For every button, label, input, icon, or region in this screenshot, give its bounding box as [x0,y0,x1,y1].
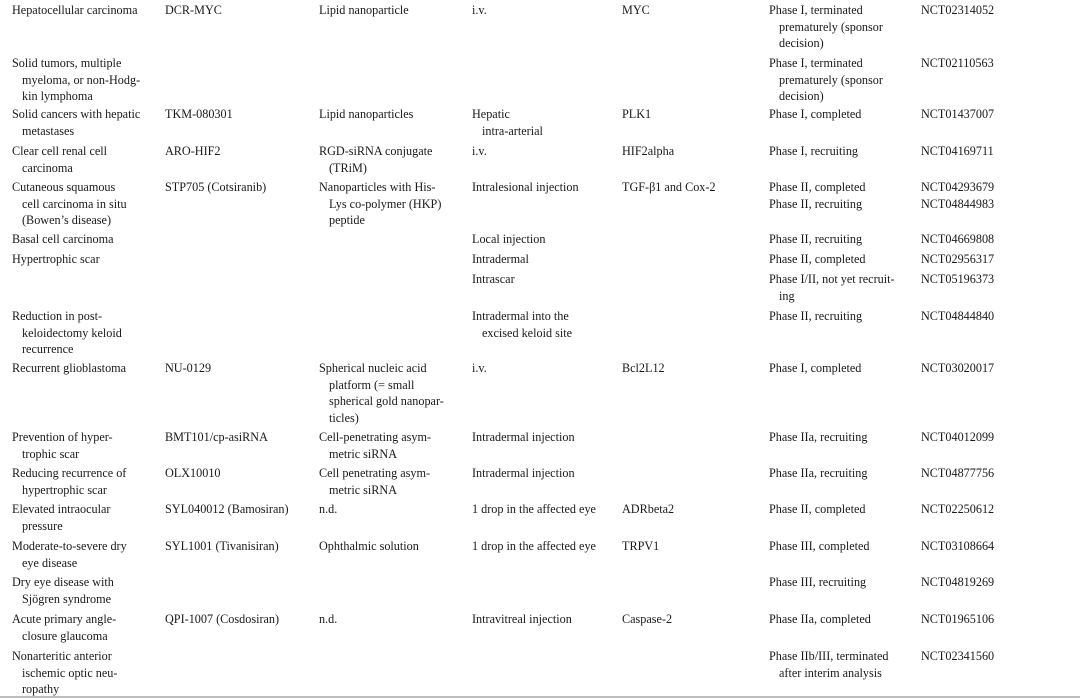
status-cell [769,648,888,681]
cell-line: peptide [329,213,365,227]
delivery-cell [319,429,431,462]
cell-line: eye disease [22,555,78,570]
cell-line: Hepatic [472,107,510,121]
status-cell [769,251,865,268]
route-cell [472,143,487,160]
cell-line: decision) [779,89,824,103]
route-cell [472,465,575,482]
route-cell [472,429,575,446]
route-cell [472,251,529,268]
cell-line: pressure [22,518,63,533]
cell-line: TRPV1 [622,539,660,553]
cell-line: Phase IIa, recruiting [769,466,868,480]
cell-line: TGF-β1 and Cox-2 [622,180,716,194]
status-cell [769,360,861,377]
disease-cell [12,501,110,534]
cell-line: Phase III, recruiting [769,575,867,589]
cell-line: (TRiM) [329,160,367,175]
cell-line: Lipid nanoparticle [319,3,409,17]
cell-line: 1 drop in the affected eye [472,502,596,516]
drug-cell [165,106,233,123]
cell-line: Ophthalmic solution [319,539,419,553]
cell-line: Moderate-to-severe dry [12,539,127,553]
cell-line: Clear cell renal cell [12,144,108,158]
disease-cell [12,251,100,268]
route-cell [472,611,572,628]
cell-line: OLX10010 [165,466,221,480]
route-cell [472,231,545,248]
cell-line: Basal cell carcinoma [12,232,114,246]
cell-line: NCT02110563 [921,56,994,70]
drug-cell [165,143,221,160]
cell-line: Local injection [472,232,546,246]
cell-line: Nonarteritic anterior [12,649,112,663]
cell-line: NCT04844983 [921,196,995,211]
cell-line: Phase I, completed [769,361,862,375]
cell-line: Intradermal injection [472,466,575,480]
cell-line: prematurely (sponsor [779,72,883,87]
delivery-cell [319,143,432,176]
cell-line: Dry eye disease with [12,575,114,589]
delivery-cell [319,465,430,498]
nct-cell [921,271,994,288]
cell-line: Intrascar [472,272,515,286]
cell-line: spherical gold nanopar- [329,394,444,408]
cell-line: Solid cancers with hepatic [12,107,141,121]
nct-cell [921,429,994,446]
cell-line: NCT02956317 [921,252,995,266]
cell-line: Reduction in post- [12,309,103,323]
cell-line: DCR-MYC [165,3,222,17]
route-cell [472,271,515,288]
nct-cell [921,106,994,123]
cell-line: NCT04169711 [921,144,994,158]
target-cell [622,538,659,555]
disease-cell [12,55,140,105]
delivery-cell [319,360,444,426]
disease-cell [12,465,126,498]
cell-line: myeloma, or non-Hodg- [22,72,141,87]
cell-line: Intravitreal injection [472,612,572,626]
nct-cell [921,501,994,518]
cell-line: closure glaucoma [22,628,108,643]
drug-cell [165,538,279,555]
cell-line: NCT01965106 [921,612,995,626]
cell-line: NCT05196373 [921,272,995,286]
cell-line: Cell-penetrating asym- [319,430,432,444]
cell-line: NCT04877756 [921,466,995,480]
cell-line: n.d. [319,612,338,626]
cell-line: Intradermal [472,252,529,266]
nct-cell [921,179,994,212]
cell-line: Spherical nucleic acid [319,361,427,375]
cell-line: prematurely (sponsor [779,19,883,34]
cell-line: ADRbeta2 [622,502,675,516]
cell-line: NU-0129 [165,361,212,375]
route-cell [472,360,487,377]
cell-line: Reducing recurrence of [12,466,127,480]
cell-line: Lipid nanoparticles [319,107,414,121]
nct-cell [921,648,994,665]
drug-cell [165,2,222,19]
cell-line: keloidectomy keloid [22,325,122,340]
nct-cell [921,308,994,325]
status-cell [769,106,861,123]
cell-line: QPI-1007 (Cosdosiran) [165,612,280,626]
nct-cell [921,2,994,19]
status-cell [769,143,858,160]
cell-line: Phase II, recruiting [769,196,863,211]
cell-line: after interim analysis [779,665,882,680]
disease-cell [12,574,114,607]
status-cell [769,231,862,248]
cell-line: 1 drop in the affected eye [472,539,596,553]
status-cell [769,2,883,52]
cell-line: Phase II, completed [769,180,866,194]
cell-line: i.v. [472,144,487,158]
status-cell [769,538,870,555]
cell-line: decision) [779,36,824,50]
cell-line: Phase IIa, completed [769,612,871,626]
cell-line: hypertrophic scar [22,482,107,497]
nct-cell [921,251,994,268]
cell-line: Nanoparticles with His- [319,180,436,194]
cell-line: Cell penetrating asym- [319,466,431,480]
cell-line: excised keloid site [482,325,573,340]
route-cell [472,308,572,341]
cell-line: Phase III, completed [769,539,870,553]
drug-cell [165,179,266,196]
nct-cell [921,231,994,248]
nct-cell [921,465,994,482]
status-cell [769,55,883,105]
drug-cell [165,611,279,628]
cell-line: ARO-HIF2 [165,144,221,158]
cell-line: Hepatocellular carcinoma [12,3,138,17]
disease-cell [12,308,122,358]
drug-cell [165,465,221,482]
cell-line: Phase II, completed [769,252,866,266]
cell-line: Lys co-polymer (HKP) [329,196,442,211]
cell-line: ing [779,288,795,303]
cell-line: NCT02341560 [921,649,995,663]
cell-line: Phase I, recruiting [769,144,859,158]
route-cell [472,179,579,196]
cell-line: Acute primary angle- [12,612,117,626]
target-cell [622,611,672,628]
nct-cell [921,55,994,72]
target-cell [622,143,674,160]
status-cell [769,611,871,628]
cell-line: intra-arterial [482,123,543,138]
cell-line: metric siRNA [329,446,398,461]
cell-line: Hypertrophic scar [12,252,100,266]
cell-line: Phase I, terminated [769,3,863,17]
delivery-cell [319,538,419,555]
cell-line: ticles) [329,410,359,425]
cell-line: SYL1001 (Tivanisiran) [165,539,279,553]
target-cell [622,501,674,518]
cell-line: Phase IIb/III, terminated [769,649,889,663]
cell-line: RGD-siRNA conjugate [319,144,433,158]
cell-line: Prevention of hyper- [12,430,113,444]
target-cell [622,106,651,123]
status-cell [769,501,865,518]
cell-line: trophic scar [22,446,80,461]
route-cell [472,106,543,139]
status-cell [769,271,895,304]
cell-line: Caspase-2 [622,612,673,626]
cell-line: cell carcinoma in situ [22,196,127,211]
status-cell [769,308,862,325]
cell-line: TKM-080301 [165,107,233,121]
cell-line: NCT04012099 [921,430,995,444]
cell-line: Phase IIa, recruiting [769,430,868,444]
cell-line: Intradermal injection [472,430,575,444]
route-cell [472,538,596,555]
cell-line: NCT02314052 [921,3,995,17]
cell-line: Bcl2L12 [622,361,665,375]
cell-line: HIF2alpha [622,144,675,158]
drug-cell [165,429,268,446]
disease-cell [12,360,126,377]
target-cell [622,179,716,196]
disease-cell [12,538,127,571]
delivery-cell [319,2,409,19]
cell-line: NCT04669808 [921,232,995,246]
delivery-cell [319,106,413,123]
cell-line: ischemic optic neu- [22,665,118,680]
disease-cell [12,648,117,698]
status-cell [769,574,866,591]
disease-cell [12,611,116,644]
nct-cell [921,611,994,628]
cell-line: NCT04819269 [921,575,995,589]
cell-line: NCT03108664 [921,539,995,553]
cell-line: SYL040012 (Bamosiran) [165,502,289,516]
nct-cell [921,574,994,591]
cell-line: Phase II, completed [769,502,866,516]
cell-line: i.v. [472,3,487,17]
cell-line: metric siRNA [329,482,398,497]
cell-line: kin lymphoma [22,89,93,103]
target-cell [622,360,665,377]
cell-line: NCT01437007 [921,107,995,121]
disease-cell [12,429,113,462]
disease-cell [12,2,138,19]
disease-cell [12,231,114,248]
route-cell [472,501,596,518]
cell-line: NCT02250612 [921,502,995,516]
drug-cell [165,360,211,377]
status-cell [769,429,867,446]
status-cell [769,465,867,482]
delivery-cell [319,501,337,518]
cell-line: Elevated intraocular [12,502,111,516]
cell-line: Intralesional injection [472,180,579,194]
cell-line: ropathy [22,682,60,696]
cell-line: recurrence [22,342,74,356]
disease-cell [12,143,107,176]
cell-line: NCT04844840 [921,309,995,323]
cell-line: Phase I/II, not yet recruit- [769,272,895,286]
target-cell [622,2,650,19]
cell-line: PLK1 [622,107,652,121]
nct-cell [921,143,994,160]
cell-line: Phase II, recruiting [769,309,863,323]
cell-line: BMT101/cp-asiRNA [165,430,268,444]
cell-line: NCT04293679 [921,180,995,194]
cell-line: Solid tumors, multiple [12,56,122,70]
cell-line: NCT03020017 [921,361,995,375]
cell-line: Phase I, terminated [769,56,863,70]
cell-line: (Bowen’s disease) [22,213,112,227]
cell-line: metastases [22,123,75,138]
nct-cell [921,538,994,555]
disease-cell [12,106,140,139]
cell-line: Cutaneous squamous [12,180,116,194]
cell-line: Phase I, completed [769,107,862,121]
cell-line: carcinoma [22,160,73,175]
route-cell [472,2,487,19]
cell-line: Sjögren syndrome [22,591,112,606]
nct-cell [921,360,994,377]
delivery-cell [319,611,337,628]
delivery-cell [319,179,441,229]
cell-line: Intradermal into the [472,309,569,323]
cell-line: n.d. [319,502,338,516]
cell-line: Recurrent glioblastoma [12,361,127,375]
cell-line: i.v. [472,361,487,375]
disease-cell [12,179,127,229]
cell-line: STP705 (Cotsiranib) [165,180,267,194]
drug-cell [165,501,289,518]
cell-line: MYC [622,3,650,17]
cell-line: Phase II, recruiting [769,232,863,246]
cell-line: platform (= small [329,377,415,392]
status-cell [769,179,865,212]
